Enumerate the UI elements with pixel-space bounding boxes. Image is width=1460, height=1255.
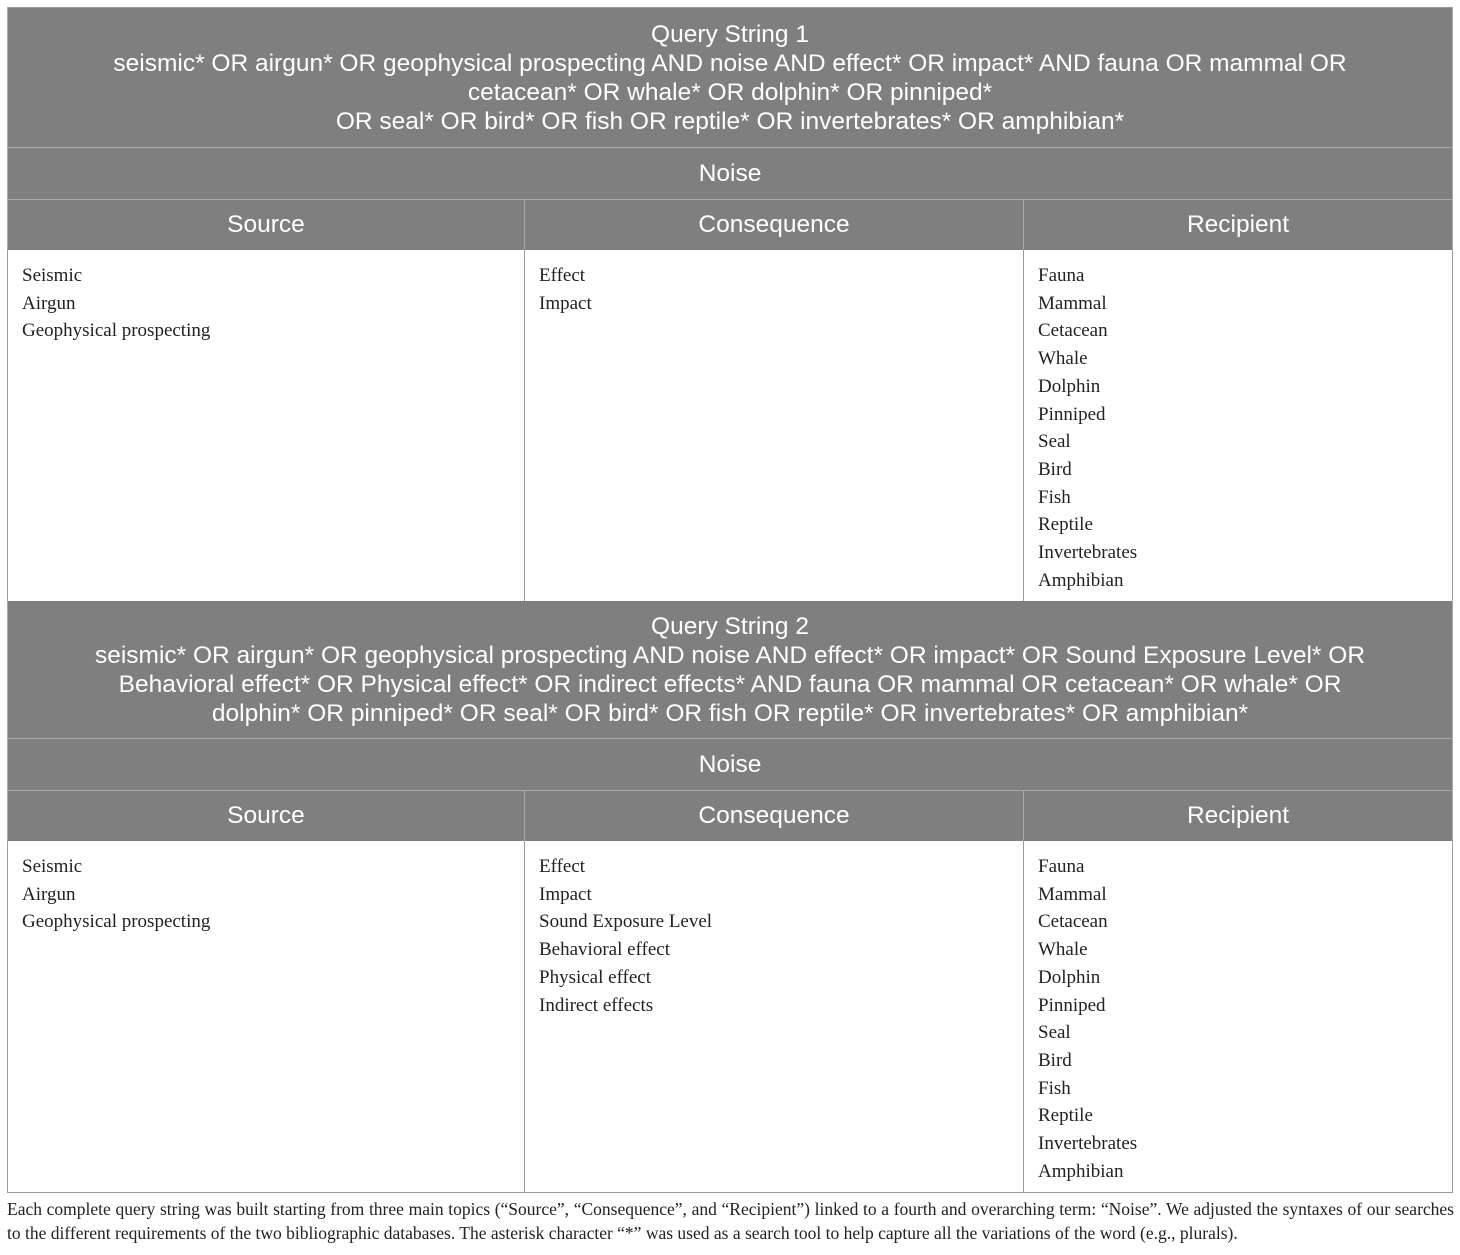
list-item: Behavioral effect	[539, 939, 670, 961]
list-item: Bird	[1038, 458, 1072, 480]
list-item: Fish	[1038, 486, 1071, 508]
list-item: Invertebrates	[1038, 1133, 1138, 1155]
list-item: Cetacean	[1038, 320, 1108, 342]
list-item: Mammal	[1038, 292, 1107, 314]
consequence-cell-2	[525, 841, 1024, 1193]
list-item: Effect	[539, 265, 586, 286]
noise-header-row-2	[8, 739, 1453, 791]
query-string-1-line-2: cetacean* OR whale* OR dolphin* OR pinniped*	[467, 78, 993, 106]
list-item: Reptile	[1038, 1105, 1093, 1127]
list-item: Geophysical prospecting	[22, 911, 211, 933]
recipient-cell-1	[1024, 250, 1453, 601]
list-item: Impact	[539, 883, 592, 905]
list-item: Whale	[1038, 939, 1088, 961]
list-item: Fish	[1038, 1077, 1071, 1099]
list-item: Amphibian	[1038, 1160, 1124, 1182]
column-header-source-1: Source	[8, 200, 525, 251]
column-header-recipient-2: Recipient	[1024, 791, 1453, 842]
source-cell-1	[8, 250, 525, 601]
column-header-recipient-1: Recipient	[1024, 200, 1453, 251]
noise-header-row-1	[8, 148, 1453, 200]
list-item: Physical effect	[539, 966, 652, 988]
list-item: Sound Exposure Level	[539, 911, 713, 933]
list-item: Seismic	[22, 856, 83, 877]
query-string-1-header-row	[8, 8, 1453, 148]
list-item: Reptile	[1038, 514, 1093, 536]
list-item: Indirect effects	[539, 994, 654, 1016]
list-item: Whale	[1038, 348, 1088, 370]
query-string-2-header-row	[8, 601, 1453, 739]
list-item: Dolphin	[1038, 375, 1101, 397]
list-item: Fauna	[1038, 856, 1085, 877]
list-item: Impact	[539, 292, 592, 314]
list-item: Fauna	[1038, 265, 1085, 286]
query-string-2-line-3: dolphin* OR pinniped* OR seal* OR bird* OR fish OR reptile* OR invertebrates* OR amphibian*	[211, 699, 1249, 727]
column-header-consequence-1: Consequence	[525, 200, 1024, 251]
list-item: Bird	[1038, 1049, 1072, 1071]
query-string-2-line-2: Behavioral effect* OR Physical effect* OR indirect effects* AND fauna OR mammal OR cetacean* OR whale* OR	[118, 670, 1342, 698]
query-string-1-title: Query String 1	[651, 20, 809, 48]
list-item: Cetacean	[1038, 911, 1108, 933]
query-strings-table	[7, 7, 1453, 1193]
column-header-consequence-2: Consequence	[525, 791, 1024, 842]
table-footnote: Each complete query string was built starting from three main topics (“Source”, “Consequence”, and “Recipient”) linked to a fourth and overarching term: “Noise”. We adjusted the syntaxes of our searches to the different requirements of the two bibliographic databases. The asterisk character “*” was used as a search tool to help capture all the variations of the word (e.g., plurals).	[7, 1199, 1454, 1243]
list-item: Airgun	[22, 292, 76, 314]
query-string-1-line-3: OR seal* OR bird* OR fish OR reptile* OR invertebrates* OR amphibian*	[335, 107, 1125, 135]
column-header-row-2	[8, 791, 1453, 842]
column-header-row-1	[8, 200, 1453, 251]
list-item: Amphibian	[1038, 569, 1124, 591]
list-item: Seal	[1038, 1022, 1071, 1044]
list-item: Pinniped	[1038, 994, 1106, 1016]
list-item: Invertebrates	[1038, 542, 1138, 564]
query-string-1-header	[8, 8, 1453, 148]
noise-header-2: Noise	[8, 739, 1453, 791]
list-item: Effect	[539, 856, 586, 877]
column-header-source-2: Source	[8, 791, 525, 842]
query-string-2-title: Query String 2	[651, 612, 809, 640]
list-item: Mammal	[1038, 883, 1107, 905]
list-item: Seal	[1038, 431, 1071, 453]
list-item: Pinniped	[1038, 403, 1106, 425]
list-item: Dolphin	[1038, 966, 1101, 988]
list-item: Geophysical prospecting	[22, 320, 211, 342]
list-item: Airgun	[22, 883, 76, 905]
source-cell-2	[8, 841, 525, 1193]
consequence-cell-1	[525, 250, 1024, 601]
query-string-2-header	[8, 601, 1453, 739]
noise-header-1: Noise	[8, 148, 1453, 200]
table-row-2	[8, 841, 1453, 1193]
table-row-1	[8, 250, 1453, 601]
query-string-2-line-1: seismic* OR airgun* OR geophysical prospecting AND noise AND effect* OR impact* OR Sound Exposure Level* OR	[94, 641, 1366, 669]
list-item: Seismic	[22, 265, 83, 286]
recipient-cell-2	[1024, 841, 1453, 1193]
query-string-1-line-1: seismic* OR airgun* OR geophysical prospecting AND noise AND effect* OR impact* AND fauna OR mammal OR	[113, 49, 1347, 77]
